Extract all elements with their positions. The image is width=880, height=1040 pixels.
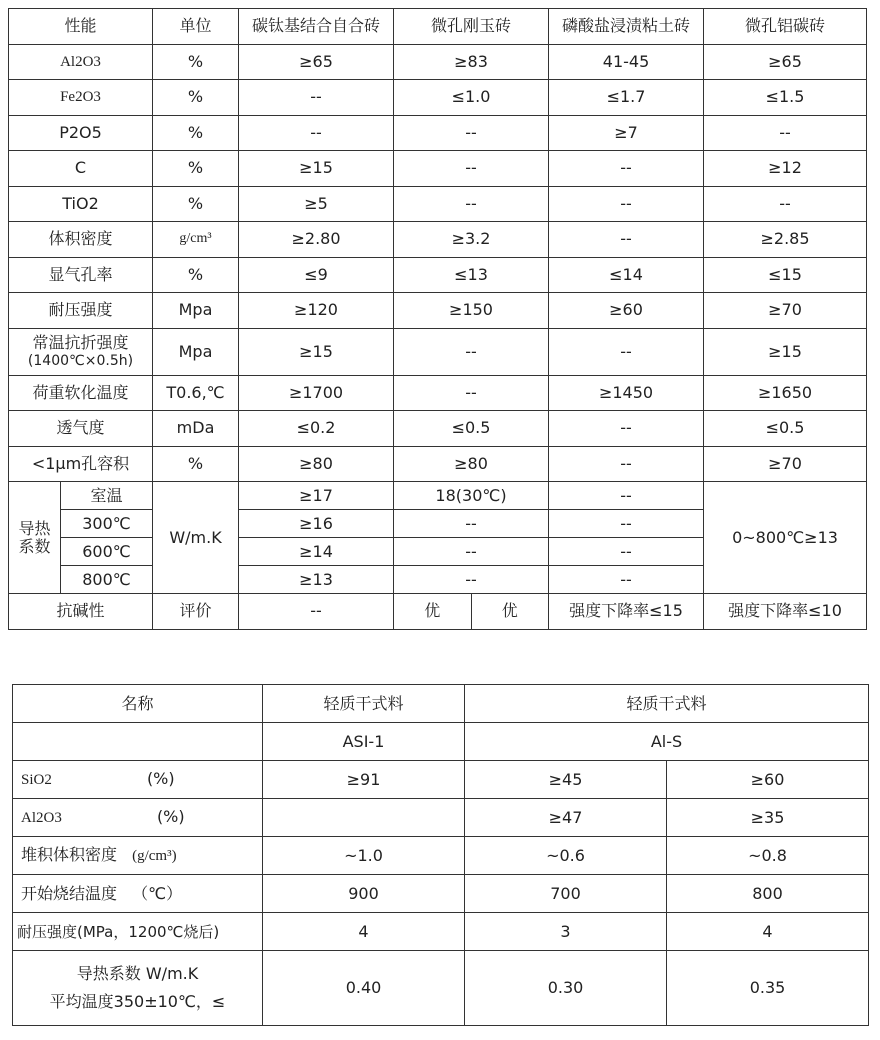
value-cell: 18(30℃) (394, 482, 549, 510)
header-col-2: 微孔刚玉砖 (394, 9, 549, 45)
property-cell: 耐压强度 (9, 293, 153, 329)
table-row (13, 875, 869, 913)
merged-value-cell: 0~800℃≥13 (704, 482, 867, 594)
value-cell: -- (549, 328, 704, 375)
header-unit: 单位 (153, 9, 239, 45)
value-cell: -- (239, 115, 394, 151)
value-cell: -- (549, 222, 704, 258)
table-row (9, 115, 867, 151)
value-cell: 900 (263, 875, 465, 913)
header-name: 名称 (13, 685, 263, 723)
conductivity-label-line-2: 系数 (18, 536, 51, 556)
value-cell: ≤0.5 (704, 411, 867, 447)
unit-text: (%) (156, 807, 185, 826)
value-cell: ≥35 (667, 799, 869, 837)
unit-cell: Mpa (153, 293, 239, 329)
value-cell: 强度下降率≤10 (704, 594, 867, 630)
value-cell: ≤1.0 (394, 80, 549, 116)
temperature-cell: 600℃ (61, 538, 153, 566)
split-value-cell (394, 594, 549, 630)
unit-cell: % (153, 151, 239, 187)
value-cell: ≥7 (549, 115, 704, 151)
table-row (13, 799, 869, 837)
value-cell: 800 (667, 875, 869, 913)
unit-cell: % (153, 44, 239, 80)
value-cell: -- (394, 510, 549, 538)
value-cell: -- (549, 151, 704, 187)
property-cell: P2O5 (9, 115, 153, 151)
value-cell: ≥65 (239, 44, 394, 80)
value-cell: -- (549, 186, 704, 222)
name-cell (13, 837, 263, 875)
unit-cell: g/cm³ (153, 222, 239, 258)
name-cell (13, 799, 263, 837)
header-col-1: 碳钛基结合自合砖 (239, 9, 394, 45)
empty-cell (13, 723, 263, 761)
value-cell: 强度下降率≤15 (549, 594, 704, 630)
value-cell: ≥15 (239, 151, 394, 187)
table-row (9, 594, 867, 630)
value-cell: ~0.8 (667, 837, 869, 875)
value-cell: -- (549, 510, 704, 538)
property-cell: Al2O3 (9, 44, 153, 80)
property-cell: TiO2 (9, 186, 153, 222)
value-cell: -- (549, 411, 704, 447)
table-header-row (9, 9, 867, 45)
unit-text: (%) (146, 769, 175, 788)
property-cell: C (9, 151, 153, 187)
value-cell: ≥2.85 (704, 222, 867, 258)
value-cell: ≥17 (239, 482, 394, 510)
value-cell: ≤1.5 (704, 80, 867, 116)
value-cell: ≥13 (239, 566, 394, 594)
value-cell: ≥70 (704, 293, 867, 329)
table-row (9, 151, 867, 187)
value-cell: ≥3.2 (394, 222, 549, 258)
dry-mix-table (12, 684, 869, 1026)
header-property: 性能 (9, 9, 153, 45)
table-row (9, 375, 867, 411)
value-cell: ≥12 (704, 151, 867, 187)
value-cell: ~1.0 (263, 837, 465, 875)
table-row (9, 222, 867, 258)
property-cell: Fe2O3 (9, 80, 153, 116)
value-cell: ≥65 (704, 44, 867, 80)
conductivity-label-line-1: 导热 (18, 518, 51, 538)
value-cell: ≥70 (704, 446, 867, 482)
value-cell: ≤15 (704, 257, 867, 293)
value-cell: ≥2.80 (239, 222, 394, 258)
value-cell: -- (394, 538, 549, 566)
value-cell: -- (394, 375, 549, 411)
header-col-1: 轻质干式料 (263, 685, 465, 723)
unit-cell: % (153, 115, 239, 151)
name-cell (13, 761, 263, 799)
name-cell (13, 951, 263, 1026)
table-row (13, 761, 869, 799)
property-cell: 抗碱性 (9, 594, 153, 630)
unit-text: （℃） (132, 883, 183, 903)
value-cell: -- (239, 80, 394, 116)
table-row (9, 257, 867, 293)
value-cell: -- (549, 446, 704, 482)
table-row (9, 446, 867, 482)
value-cell: -- (394, 151, 549, 187)
value-cell: -- (239, 594, 394, 630)
property-line-1: 常温抗折强度 (32, 332, 129, 352)
header-col-2: 轻质干式料 (465, 685, 869, 723)
table-row (9, 411, 867, 447)
value-cell: ≤14 (549, 257, 704, 293)
name-text: SiO2 (21, 772, 52, 788)
value-cell: -- (704, 115, 867, 151)
value-cell (263, 799, 465, 837)
table-row (9, 482, 867, 510)
name-text: Al2O3 (21, 810, 62, 826)
value-cell: ≥150 (394, 293, 549, 329)
properties-table (8, 8, 867, 630)
conductivity-label-cell (9, 482, 61, 594)
property-cell: 透气度 (9, 411, 153, 447)
value-cell: -- (394, 115, 549, 151)
unit-cell: % (153, 80, 239, 116)
value-cell: ≥5 (239, 186, 394, 222)
property-cell: 体积密度 (9, 222, 153, 258)
unit-cell: % (153, 186, 239, 222)
table-row (13, 951, 869, 1026)
temperature-cell: 800℃ (61, 566, 153, 594)
value-cell: ≥60 (549, 293, 704, 329)
unit-cell: mDa (153, 411, 239, 447)
value-cell: 4 (263, 913, 465, 951)
value-cell: ≥15 (239, 328, 394, 375)
name-text: 开始烧结温度 (21, 883, 118, 903)
value-cell: 优 (424, 601, 441, 621)
unit-cell: Mpa (153, 328, 239, 375)
value-cell: ≥91 (263, 761, 465, 799)
value-cell: -- (394, 566, 549, 594)
property-cell: 荷重软化温度 (9, 375, 153, 411)
value-cell: -- (704, 186, 867, 222)
value-cell: 0.35 (667, 951, 869, 1026)
value-cell: ≥1650 (704, 375, 867, 411)
name-text: 堆积体积密度 (21, 845, 118, 864)
table-row (9, 44, 867, 80)
value-cell: 优 (471, 594, 549, 629)
unit-cell: T0.6,℃ (153, 375, 239, 411)
value-cell: 3 (465, 913, 667, 951)
value-cell: 41-45 (549, 44, 704, 80)
value-cell: ≥80 (239, 446, 394, 482)
value-cell: ≤1.7 (549, 80, 704, 116)
property-line-2: (1400℃×0.5h) (27, 352, 134, 369)
value-cell: ≤9 (239, 257, 394, 293)
value-cell: -- (549, 538, 704, 566)
value-cell: ≥80 (394, 446, 549, 482)
name-line-1: 导热系数 W/m.K (76, 964, 199, 983)
model-cell: Al-S (465, 723, 869, 761)
property-cell: 显气孔率 (9, 257, 153, 293)
value-cell: 700 (465, 875, 667, 913)
value-cell: 4 (667, 913, 869, 951)
value-cell: ≥1450 (549, 375, 704, 411)
table-row (9, 80, 867, 116)
value-cell: ≥1700 (239, 375, 394, 411)
unit-cell: % (153, 257, 239, 293)
value-cell: -- (394, 328, 549, 375)
value-cell: ≥14 (239, 538, 394, 566)
unit-cell: % (153, 446, 239, 482)
value-cell: ≥16 (239, 510, 394, 538)
value-cell: ≥45 (465, 761, 667, 799)
unit-cell: 评价 (153, 594, 239, 630)
value-cell: ≥15 (704, 328, 867, 375)
value-cell: ≤0.2 (239, 411, 394, 447)
value-cell: 0.40 (263, 951, 465, 1026)
name-cell (13, 875, 263, 913)
model-cell: ASI-1 (263, 723, 465, 761)
table-row (13, 913, 869, 951)
value-cell: ~0.6 (465, 837, 667, 875)
value-cell: ≤0.5 (394, 411, 549, 447)
value-cell: -- (549, 482, 704, 510)
value-cell: -- (394, 186, 549, 222)
table-row (9, 293, 867, 329)
property-cell (9, 328, 153, 375)
value-cell: ≥83 (394, 44, 549, 80)
value-cell: ≤13 (394, 257, 549, 293)
value-cell: ≥120 (239, 293, 394, 329)
property-cell: <1μm孔容积 (9, 446, 153, 482)
temperature-cell: 300℃ (61, 510, 153, 538)
header-col-4: 微孔铝碳砖 (704, 9, 867, 45)
table-header-row (13, 685, 869, 723)
unit-text: (g/cm³) (132, 848, 177, 864)
value-cell: ≥60 (667, 761, 869, 799)
value-cell: 0.30 (465, 951, 667, 1026)
table-row (9, 186, 867, 222)
value-cell: ≥47 (465, 799, 667, 837)
header-col-3: 磷酸盐浸渍粘土砖 (549, 9, 704, 45)
value-cell: -- (549, 566, 704, 594)
model-row (13, 723, 869, 761)
name-cell: 耐压强度(MPa，1200℃烧后) (13, 913, 263, 951)
table-row (13, 837, 869, 875)
temperature-cell: 室温 (61, 482, 153, 510)
name-line-2: 平均温度350±10℃，≤ (49, 992, 226, 1011)
table-row (9, 328, 867, 375)
unit-cell: W/m.K (153, 482, 239, 594)
